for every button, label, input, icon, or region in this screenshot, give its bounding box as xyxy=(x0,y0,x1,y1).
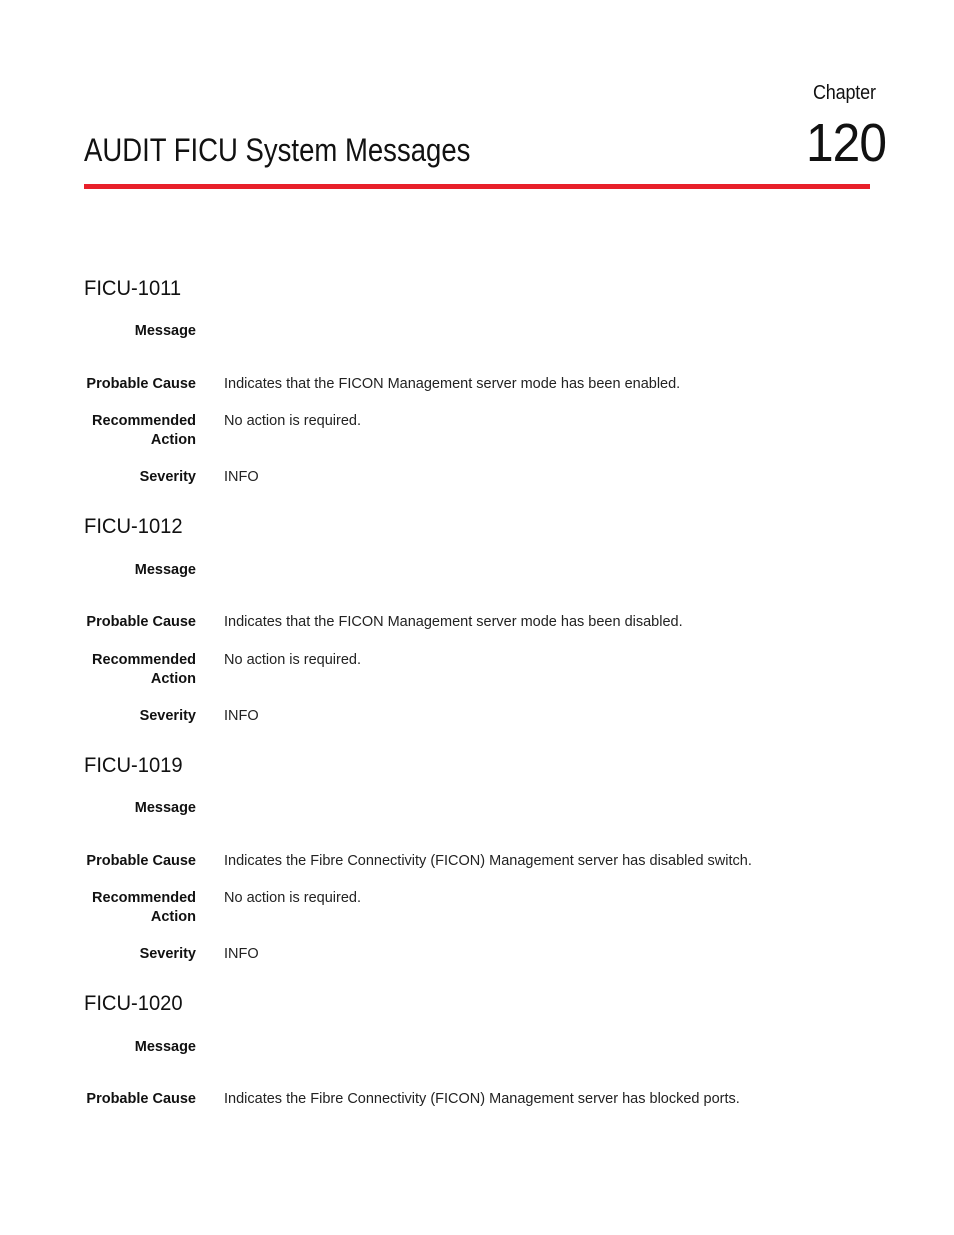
probable-cause-text: Indicates the Fibre Connectivity (FICON) Management server has blocked ports. xyxy=(224,1091,740,1107)
severity-value: INFO xyxy=(224,469,259,485)
recommended-label-line2: Action xyxy=(150,909,196,925)
chapter-number: 120 xyxy=(805,113,886,173)
chapter-label: Chapter xyxy=(813,82,876,104)
recommended-action-text: No action is required. xyxy=(224,652,362,668)
message-label: Message xyxy=(134,323,196,339)
chapter-divider xyxy=(84,184,870,189)
message-id-heading: FICU-1019 xyxy=(84,754,183,777)
page-title: AUDIT FICU System Messages xyxy=(84,132,471,168)
probable-cause-label: Probable Cause xyxy=(86,376,196,392)
message-id-heading: FICU-1012 xyxy=(84,515,183,538)
message-id-heading: FICU-1011 xyxy=(84,277,182,300)
severity-label: Severity xyxy=(139,708,196,724)
probable-cause-text: Indicates that the FICON Management server mode has been enabled. xyxy=(224,376,681,392)
severity-value: INFO xyxy=(224,708,259,724)
message-label: Message xyxy=(134,800,196,816)
probable-cause-label: Probable Cause xyxy=(86,614,196,630)
probable-cause-text: Indicates that the FICON Management server mode has been disabled. xyxy=(224,614,683,630)
message-label: Message xyxy=(134,562,196,578)
severity-label: Severity xyxy=(139,946,196,962)
recommended-action-text: No action is required. xyxy=(224,890,362,906)
recommended-label-line1: Recommended xyxy=(92,413,196,429)
probable-cause-label: Probable Cause xyxy=(86,1091,196,1107)
recommended-action-label xyxy=(92,651,196,689)
recommended-action-label xyxy=(92,889,196,927)
severity-value: INFO xyxy=(224,946,259,962)
recommended-action-text: No action is required. xyxy=(224,413,362,429)
severity-label: Severity xyxy=(139,469,196,485)
message-id-heading: FICU-1020 xyxy=(84,992,183,1015)
recommended-action-label xyxy=(92,412,196,450)
recommended-label-line2: Action xyxy=(150,671,196,687)
recommended-label-line1: Recommended xyxy=(92,890,196,906)
recommended-label-line2: Action xyxy=(150,432,196,448)
probable-cause-label: Probable Cause xyxy=(86,853,196,869)
probable-cause-text: Indicates the Fibre Connectivity (FICON) Management server has disabled switch. xyxy=(224,853,752,869)
message-label: Message xyxy=(134,1039,196,1055)
recommended-label-line1: Recommended xyxy=(92,652,196,668)
